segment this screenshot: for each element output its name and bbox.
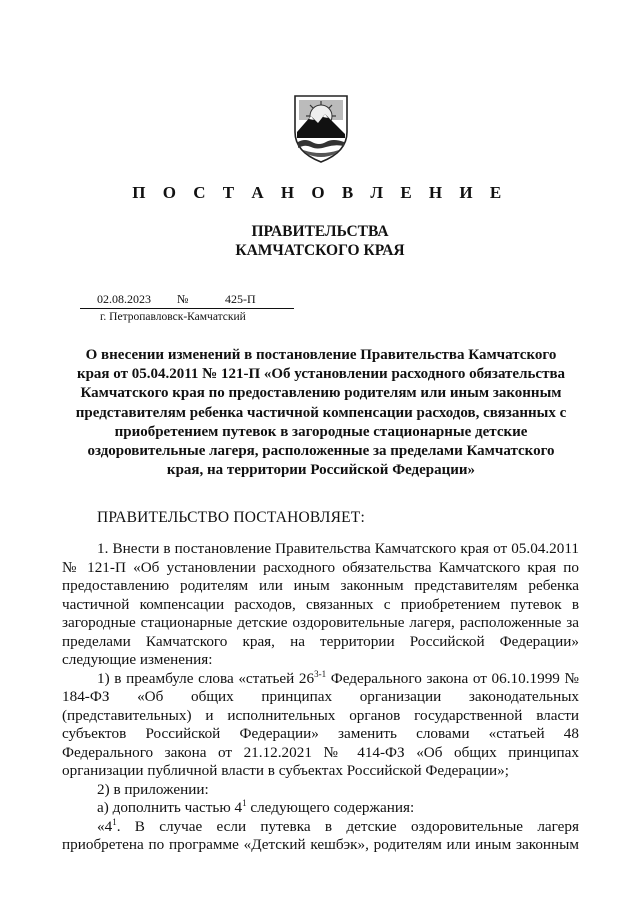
paragraph-4 <box>62 799 579 818</box>
document-title: П О С Т А Н О В Л Е Н И Е <box>132 183 508 202</box>
subject-line: приобретением путевок в загородные стационарные детские <box>114 423 528 440</box>
paragraph-5 <box>62 818 579 855</box>
paragraph-1: 1. Внести в постановление Правительства Камчатского края от 05.04.2011 № 121-П «Об установлении расходного обязательства Камчатского края по предоставлению родителям или иным законным представителям ребенка частичной компенсации расходов, связанных с приобретением путевок в загородные стационарные детские оздоровительные лагеря, расположенные за пределами Камчатского края, на территории Российской Федерации» следующие изменения: <box>62 540 579 668</box>
superscript: 1 <box>112 816 117 827</box>
document-date: 02.08.2023 <box>97 292 151 306</box>
document-subject <box>62 346 580 480</box>
subject-line: края, на территории Российской Федерации» <box>166 462 476 479</box>
paragraph-text: «4 <box>97 817 113 835</box>
subject-line: оздоровительные лагеря, расположенные за пределами Камчатского <box>87 443 555 460</box>
subject-line: представителям ребенка частичной компенсации расходов, связанных с <box>75 404 567 421</box>
number-sign: № <box>177 292 189 306</box>
subject-line: Камчатского края по предоставлению родителям или иным законным <box>80 385 562 402</box>
subject-line: края от 05.04.2011 № 121-П «Об установлении расходного обязательства <box>76 366 566 383</box>
paragraph-text: Федерального закона от 06.10.1999 № 184-ФЗ «Об общих принципах организации законодательных (представительных) и исполнительных органов государственной власти субъектов Российской Федерации» заменить словами «статьей 48 Федерального закона от 21.12.2021 № 414-ФЗ «Об общих принципах организации публичной власти в субъектах Российской Федерации»; <box>62 669 580 779</box>
document-number: 425-П <box>225 292 256 306</box>
paragraph-text: следующего содержания: <box>246 799 415 816</box>
superscript: 3-1 <box>314 668 327 679</box>
decree-heading: ПРАВИТЕЛЬСТВО ПОСТАНОВЛЯЕТ: <box>97 509 365 526</box>
registration-line <box>80 292 294 309</box>
issuer-line: ПРАВИТЕЛЬСТВА <box>251 223 389 240</box>
document-body <box>62 540 579 855</box>
issue-place: г. Петропавловск-Камчатский <box>100 311 246 323</box>
paragraph-text: а) дополнить частью 4 <box>97 799 243 816</box>
issuer-line: КАМЧАТСКОГО КРАЯ <box>235 242 405 259</box>
kamchatka-coat-of-arms-icon <box>291 92 351 164</box>
paragraph-2 <box>62 670 579 781</box>
paragraph-text: . В случае если путевка в детские оздоровительные лагеря приобретена по программе «Детский кешбэк», родителям или иным законным <box>62 817 579 853</box>
paragraph-3: 2) в приложении: <box>97 780 209 798</box>
superscript: 1 <box>242 797 247 808</box>
subject-line: О внесении изменений в постановление Правительства Камчатского <box>85 347 557 363</box>
issuer <box>0 222 640 260</box>
paragraph-text: 1) в преамбуле слова «статьей 26 <box>97 669 315 687</box>
